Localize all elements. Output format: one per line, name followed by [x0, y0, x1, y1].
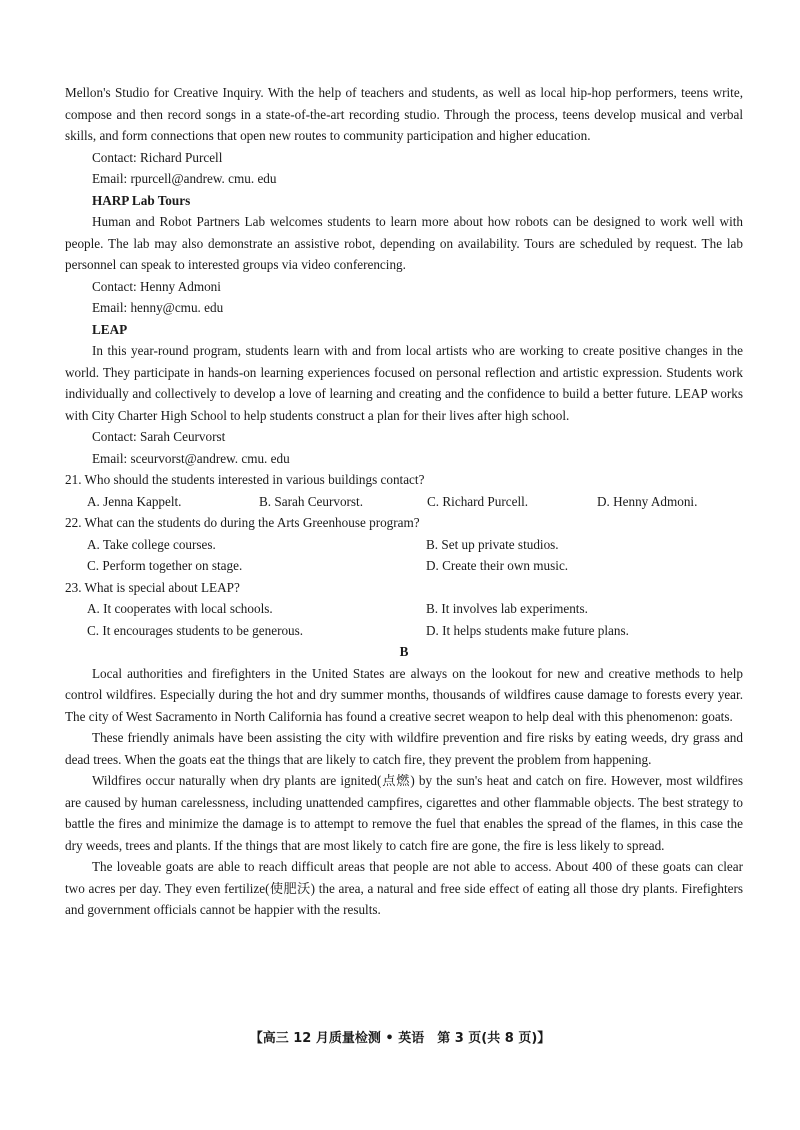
question-23: 23. What is special about LEAP?: [65, 579, 240, 595]
option-d: D. Create their own music.: [426, 558, 569, 573]
section-b-paragraph: Local authorities and firefighters in the United States are always on the lookout for new and creative methods to help control wildfires. Especially during the hot and dry summer months, thousands of wildfires cause damage to forests every year. The city of West Sacramento in North California has found a creative secret weapon to help deal with this phenomenon: goats.: [65, 665, 743, 724]
option-d: D. It helps students make future plans.: [426, 622, 629, 638]
option-c: C. Perform together on stage.: [87, 558, 243, 573]
option-b: B. It involves lab experiments.: [426, 601, 588, 616]
option-d: D. Henny Admoni.: [597, 493, 698, 509]
harp-body: Human and Robot Partners Lab welcomes students to learn more about how robots can be designed to work well with people. The lab may also demonstrate an assistive robot, depending on availability. Tours are scheduled by request. The lab personnel can speak to interested groups via video conferencing.: [65, 214, 743, 272]
section-b-title: B: [399, 644, 409, 659]
option-a: A. Jenna Kappelt.: [87, 493, 182, 509]
leap-body: In this year-round program, students learn with and from local artists who are working to create positive changes in the world. They participate in hands-on learning experiences focused on personal reflection and artistic expression. Students work individually and collectively to develop a love of learning and creating and the confidence to build a better future. LEAP works with City Charter High School to help students construct a plan for their lives after high school.: [65, 343, 743, 423]
option-a: A. Take college courses.: [87, 536, 216, 552]
question-22: 22. What can the students do during the Arts Greenhouse program?: [65, 515, 420, 530]
question-23-options-ab: [65, 598, 743, 620]
option-c: C. It encourages students to be generous.: [87, 622, 304, 638]
option-b: B. Sarah Ceurvorst.: [259, 493, 364, 509]
question-22-options-ab: [65, 534, 743, 556]
leap-title: LEAP: [92, 321, 128, 337]
contact-admoni: Contact: Henny Admoni: [92, 278, 221, 294]
email-ceurvorst: Email: sceurvorst@andrew. cmu. edu: [92, 450, 290, 466]
document-page: [65, 82, 743, 921]
page-footer: 【高三 12 月质量检测 • 英语 第 3 页(共 8 页)】: [249, 1031, 551, 1046]
section-b-paragraph: Wildfires occur naturally when dry plants are ignited(点燃) by the sun's heat and catch on fire. However, most wildfires are caused by human carelessness, including unattended campfires, cigarettes and other flammable objects. The best strategy to battle the fires and minimize the damage is to attempt to remove the fuel that enables the spread of the flames, in this case the dry weeds, trees and plants. If the things that are most likely to catch fire are gone, the fire is less likely to spread.: [65, 773, 743, 853]
option-a: A. It cooperates with local schools.: [87, 601, 273, 616]
email-admoni: Email: henny@cmu. edu: [92, 300, 224, 315]
contact-ceurvorst: Contact: Sarah Ceurvorst: [92, 429, 226, 444]
section-b-paragraph: The loveable goats are able to reach difficult areas that people are not able to access. About 400 of these goats can clear two acres per day. They even fertilize(使肥沃) the area, a natural and free side effect of eating all those dry plants. Firefighters and government officials cannot be happier with the results.: [65, 859, 743, 917]
section-b-paragraph: These friendly animals have been assisting the city with wildfire prevention and fire risks by eating weeds, dry grass and dead trees. When the goats eat the things that are likely to catch fire, they prevent the problem from happening.: [65, 730, 743, 767]
contact-purcell: Contact: Richard Purcell: [92, 149, 223, 165]
harp-title: HARP Lab Tours: [92, 192, 191, 208]
email-purcell: Email: rpurcell@andrew. cmu. edu: [92, 171, 277, 186]
intro-paragraph: Mellon's Studio for Creative Inquiry. With the help of teachers and students, as well as local hip-hop performers, teens write, compose and then record songs in a state-of-the-art recording studio. Through the process, teens develop musical and verbal skills, and form connections that open new routes to community participation and higher education.: [65, 85, 743, 143]
question-21: 21. Who should the students interested in various buildings contact?: [65, 472, 425, 487]
option-b: B. Set up private studios.: [426, 536, 559, 552]
question-22-options-cd: [65, 555, 743, 577]
option-c: C. Richard Purcell.: [427, 493, 529, 509]
question-21-options: [65, 491, 743, 513]
question-23-options-cd: [65, 620, 743, 642]
